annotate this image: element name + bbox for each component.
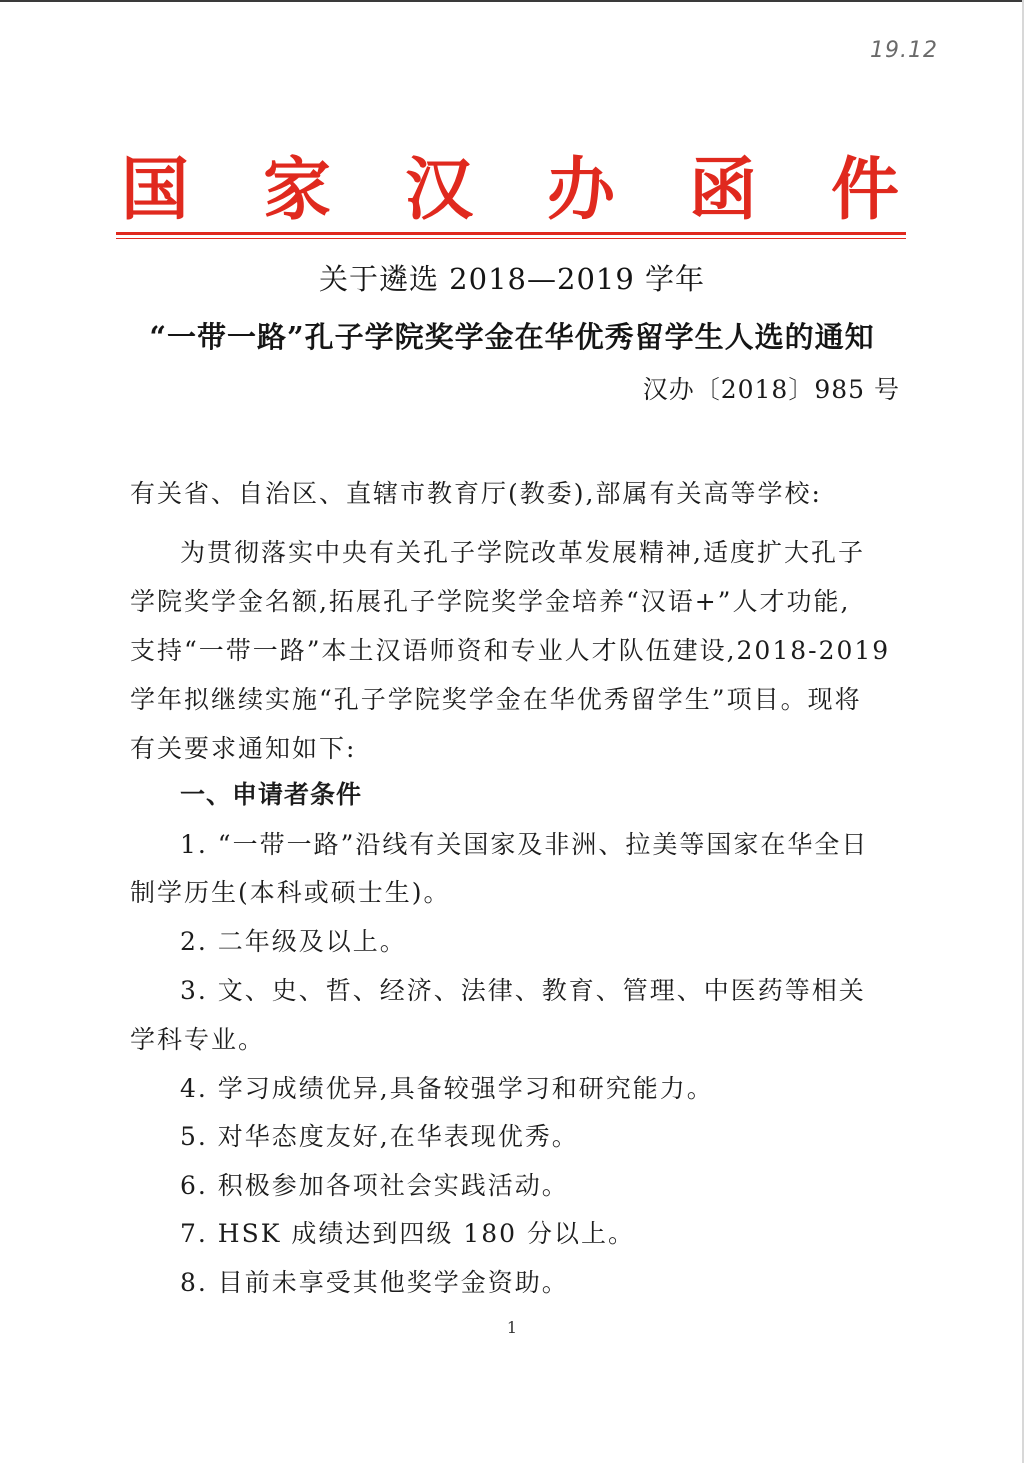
letterhead-rule-thick — [116, 232, 906, 235]
addressee: 有关省、自治区、直辖市教育厅(教委),部属有关高等学校: — [130, 479, 822, 508]
letterhead — [100, 140, 920, 240]
condition-item: 7. HSK 成绩达到四级 180 分以上。 — [180, 1219, 635, 1248]
condition-item: 6. 积极参加各项社会实践活动。 — [180, 1171, 569, 1200]
condition-item: 8. 目前未享受其他奖学金资助。 — [180, 1268, 569, 1297]
condition-item-continuation: 制学历生(本科或硕士生)。 — [130, 878, 451, 907]
letterhead-char: 汉 — [404, 150, 473, 230]
intro-line: 有关要求通知如下: — [130, 734, 357, 763]
condition-item: 3. 文、史、哲、经济、法律、教育、管理、中医药等相关 — [180, 976, 866, 1005]
intro-line: 为贯彻落实中央有关孔子学院改革发展精神,适度扩大孔子 — [180, 538, 865, 567]
intro-line: 学院奖学金名额,拓展孔子学院奖学金培养“汉语+”人才功能, — [130, 587, 851, 616]
section-heading: 一、申请者条件 — [180, 780, 363, 809]
condition-item-continuation: 学科专业。 — [130, 1025, 266, 1054]
letterhead-char: 件 — [830, 150, 899, 230]
intro-line: 学年拟继续实施“孔子学院奖学金在华优秀留学生”项目。现将 — [130, 685, 862, 714]
condition-item: 5. 对华态度友好,在华表现优秀。 — [180, 1122, 579, 1151]
intro-line: 支持“一带一路”本土汉语师资和专业人才队伍建设,2018-2019 — [130, 636, 891, 665]
handwritten-note: 19.12 — [870, 38, 938, 63]
page-number: 1 — [506, 1318, 518, 1337]
letterhead-char: 函 — [688, 150, 757, 230]
letterhead-char: 办 — [546, 150, 615, 230]
document-title-line-1: 关于遴选 2018—2019 学年 — [318, 262, 706, 296]
letterhead-rule-thin — [116, 238, 906, 239]
document-title-line-2: “一带一路”孔子学院奖学金在华优秀留学生人选的通知 — [149, 320, 875, 354]
document-number: 汉办〔2018〕985 号 — [642, 375, 900, 404]
page-edge-top — [0, 0, 1024, 2]
letterhead-char: 家 — [262, 150, 331, 230]
letterhead-char: 国 — [120, 150, 189, 230]
condition-item: 2. 二年级及以上。 — [180, 927, 407, 956]
condition-item: 1. “一带一路”沿线有关国家及非洲、拉美等国家在华全日 — [180, 830, 869, 859]
condition-item: 4. 学习成绩优异,具备较强学习和研究能力。 — [180, 1074, 714, 1103]
